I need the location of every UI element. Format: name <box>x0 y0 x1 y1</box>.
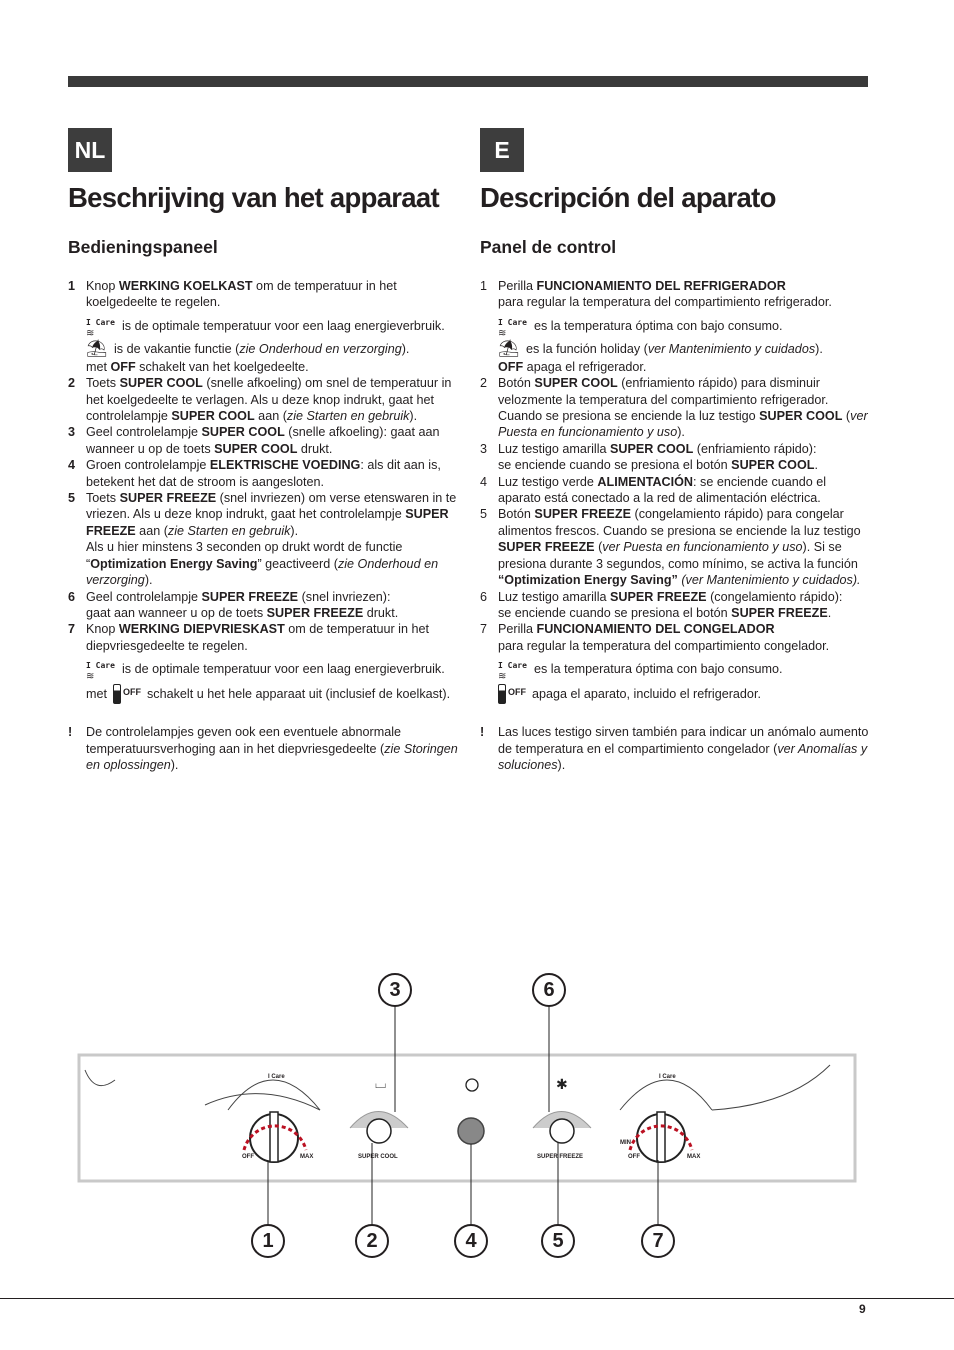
icare-icon: I Care ≋ <box>86 661 115 683</box>
callout-1: 1 <box>251 1224 285 1258</box>
item-text: Knop WERKING KOELKAST om de temperatuur in het koelgedeelte te regelen. <box>86 279 397 310</box>
list-item <box>480 589 870 622</box>
item-number: 2 <box>480 376 488 391</box>
icare-icon: I Care ≋ <box>86 317 115 339</box>
column-nl <box>68 180 458 773</box>
icare-note: I Care ≋ is de optimale temperatuur voor een laag energieverbruik. <box>68 315 458 337</box>
icare-icon: I Care ≋ <box>498 317 527 339</box>
control-panel-diagram <box>0 960 954 1260</box>
item-text: Toets SUPER COOL (snelle afkoeling) om snel de temperatuur in het koelgedeelte te verlagen. Als u deze knop indrukt, gaat het controlelampje SUPER COOL aan (zie Starten en gebruik). <box>86 376 452 424</box>
callout-4: 4 <box>454 1224 488 1258</box>
item-text: Botón SUPER COOL (enfriamiento rápido) para disminuir velozmente la temperatura del compartimiento refrigerador. Cuando se presiona se enciende la luz testigo SUPER COOL (ver Puesta en funcionamiento y uso). <box>498 376 868 440</box>
panel-label-max-left: MAX <box>300 1154 314 1160</box>
holiday-note: ⛱ is de vakantie functie (zie Onderhoud en verzorging). <box>86 338 410 358</box>
list-item <box>68 589 458 622</box>
holiday-icon: ⛱ <box>86 338 108 358</box>
list-item <box>68 375 458 424</box>
item-number: 1 <box>68 279 76 293</box>
svg-text:✱: ✱ <box>556 1077 568 1093</box>
item-text: Geel controlelampje SUPER FREEZE (snel invriezen): gaat aan wanneer u op de toets SUPER FREEZE drukt. <box>86 589 399 620</box>
item-number: 5 <box>68 491 76 506</box>
item-text: Perilla FUNCIONAMIENTO DEL REFRIGERADOR para regular la temperatura del compartimiento refrigerador. <box>498 279 832 310</box>
panel-label-super-freeze: SUPER FREEZE <box>537 1154 584 1160</box>
panel-label-icare-right: I Care <box>659 1074 676 1080</box>
list-item <box>68 490 458 588</box>
callout-2: 2 <box>355 1224 389 1258</box>
callout-6: 6 <box>532 973 566 1007</box>
list-item <box>68 424 458 457</box>
off-switch-icon: OFF <box>498 684 526 704</box>
list-item <box>68 278 458 311</box>
lang-badge-nl: NL <box>68 128 112 172</box>
icare-note: I Care ≋ es la temperatura óptima con bajo consumo. <box>480 658 870 680</box>
list-item <box>480 506 870 588</box>
panel-label-icare-left: I Care <box>268 1074 285 1080</box>
warning-note: ! De controlelampjes geven ook een eventuele abnormale temperatuursverhoging aan in het diepvriesgedeelte (zie Storingen en oplossingen). <box>68 725 458 772</box>
item-number: 4 <box>480 474 488 489</box>
item-number: 1 <box>480 279 488 293</box>
note-mark: ! <box>68 725 73 740</box>
panel-label-min: MIN <box>620 1140 631 1146</box>
icare-note: I Care ≋ is de optimale temperatuur voor een laag energieverbruik. <box>68 658 458 680</box>
item-number: 2 <box>68 376 76 391</box>
holiday-note: ⛱ es la función holiday (ver Mantenimiento y cuidados). <box>498 338 823 358</box>
icare-note: I Care ≋ es la temperatura óptima con bajo consumo. <box>480 315 870 337</box>
item-list-es <box>480 278 870 773</box>
list-item <box>480 441 870 474</box>
lang-badge-es: E <box>480 128 524 172</box>
item-number: 6 <box>68 589 76 604</box>
holiday-icon: ⛱ <box>498 338 520 358</box>
item-text: Toets SUPER FREEZE (snel invriezen) om verse etenswaren in te vriezen. Als u deze knop indrukt, gaat het controlelampje SUPER FREEZE aan (zie Starten en gebruik). Als u hier minstens 3 seconden op drukt wordt de functie “Optimization Energy Saving” geactiveerd (zie Onderhoud en verzorging). <box>86 491 457 588</box>
off-note: met OFF schakelt u het hele apparaat uit (inclusief de koelkast). <box>68 684 458 704</box>
list-item <box>480 474 870 507</box>
section-title-nl: Bedieningspaneel <box>68 237 218 257</box>
item-text: Botón SUPER FREEZE (congelamiento rápido) para congelar alimentos frescos. Cuando se presiona se enciende la luz testigo SUPER FREEZE (ver Puesta en funcionamiento y uso). Si se presiona durante 3 segundos, como mínimo, se activa la función “Optimization Energy Saving” (ver Mantenimiento y cuidados). <box>498 507 861 588</box>
column-es <box>480 180 870 773</box>
list-item <box>68 621 458 654</box>
item-text: Luz testigo verde ALIMENTACIÓN: se enciende cuando el aparato está conectado a la red de alimentación eléctrica. <box>498 474 827 506</box>
item-number: 7 <box>68 622 76 637</box>
section-title-es: Panel de control <box>480 237 617 257</box>
list-item <box>480 375 870 441</box>
item-text: Luz testigo amarilla SUPER FREEZE (congelamiento rápido): se enciende cuando se presiona el botón SUPER FREEZE. <box>498 589 843 620</box>
off-note: OFF apaga el refrigerador. <box>498 359 647 374</box>
callout-5: 5 <box>541 1224 575 1258</box>
svg-text:⌴: ⌴ <box>375 1076 387 1092</box>
panel-label-max-right: MAX <box>687 1154 701 1160</box>
panel-label-off-left: OFF <box>242 1154 254 1160</box>
item-text: Luz testigo amarilla SUPER COOL (enfriamiento rápido): se enciende cuando se presiona el botón SUPER COOL. <box>498 441 818 473</box>
item-number: 5 <box>480 507 488 522</box>
page-number: 9 <box>859 1302 866 1316</box>
off-note: met OFF schakelt van het koelgedeelte. <box>86 359 309 374</box>
callout-7: 7 <box>641 1224 675 1258</box>
warning-note: ! Las luces testigo sirven también para indicar un anómalo aumento de temperatura en el compartimiento congelador (ver Anomalías y soluciones). <box>480 725 869 772</box>
note-mark: ! <box>480 725 485 740</box>
item-number: 3 <box>480 441 488 456</box>
page-title-es: Descripción del aparato <box>480 182 776 213</box>
header-rule <box>68 76 868 87</box>
item-text: Geel controlelampje SUPER COOL (snelle afkoeling): gaat aan wanneer u op de toets SUPER COOL drukt. <box>86 425 440 456</box>
off-switch-icon: OFF <box>113 684 141 704</box>
off-note: OFF apaga el aparato, incluido el refrigerador. <box>480 684 870 704</box>
panel-label-super-cool: SUPER COOL <box>358 1154 398 1160</box>
item-number: 3 <box>68 425 76 440</box>
item-text: Perilla FUNCIONAMIENTO DEL CONGELADOR para regular la temperatura del compartimiento congelador. <box>498 622 830 653</box>
panel-label-off-right: OFF <box>628 1154 640 1160</box>
list-item <box>68 457 458 490</box>
item-list-nl <box>68 278 458 773</box>
footer-rule <box>0 1298 954 1299</box>
item-number: 6 <box>480 589 488 604</box>
item-number: 4 <box>68 458 76 473</box>
item-number: 7 <box>480 622 488 637</box>
list-item <box>480 278 870 311</box>
item-text: Knop WERKING DIEPVRIESKAST om de temperatuur in het diepvriesgedeelte te regelen. <box>86 622 429 653</box>
list-item <box>480 621 870 654</box>
icare-icon: I Care ≋ <box>498 661 527 683</box>
item-text: Groen controlelampje ELEKTRISCHE VOEDING: als dit aan is, betekent het dat de stroom is aangesloten. <box>86 458 441 489</box>
callout-3: 3 <box>378 973 412 1007</box>
page-title-nl: Beschrijving van het apparaat <box>68 182 439 213</box>
